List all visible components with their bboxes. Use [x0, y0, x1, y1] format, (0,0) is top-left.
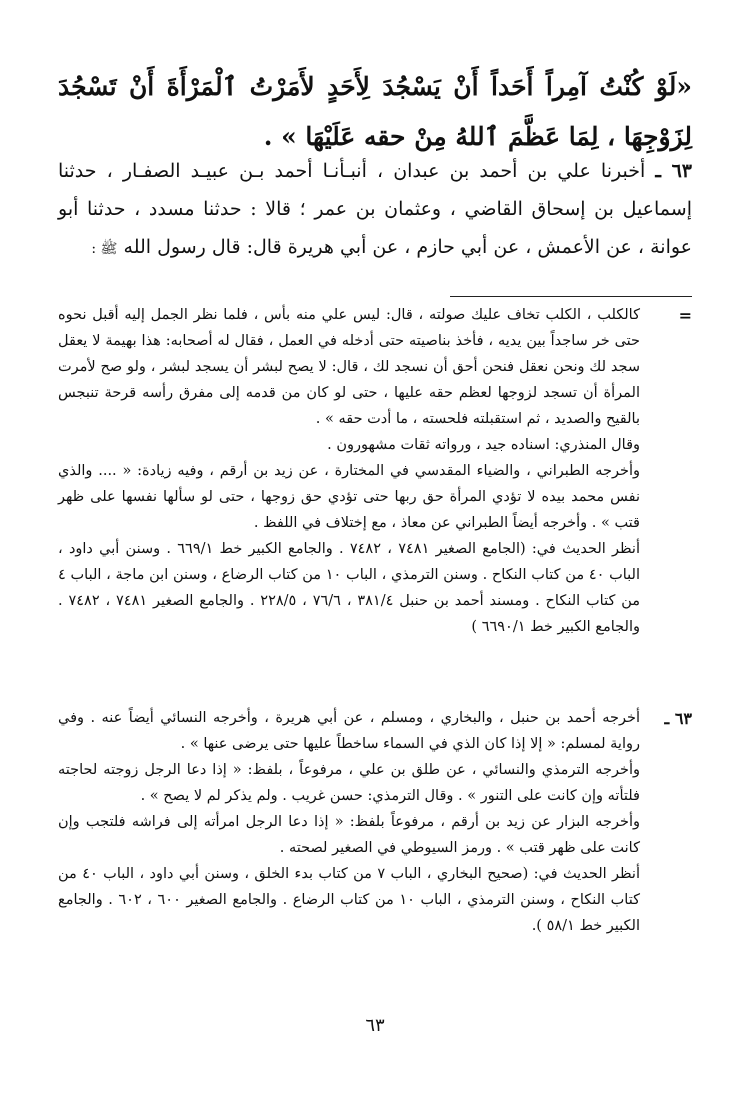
- salawat-glyph: ﷺ :: [91, 241, 118, 257]
- footnotes-continued: [58, 302, 640, 640]
- footnote-paragraph: وقال المنذري: اسناده جيد ، ورواته ثقات مشهورون .: [327, 437, 640, 453]
- footnote-paragraph: أنظر الحديث في: (صحيح البخاري ، الباب ٧ من كتاب بدء الخلق ، وسنن أبي داود ، الباب ٤٠ من كتاب النكاح ، وسنن الترمذي ، الباب ١٠ من كتاب الرضاع . والجامع الصغير ٦٠٠ ، ٦٠٢ . والجامع الكبير خط ٥٨/١ ).: [58, 866, 640, 934]
- footnote-paragraph: كالكلب ، الكلب تخاف عليك صولته ، قال: ليس علي منه بأس ، فلما نظر الجمل إليه أقبل نحوه حتى خر ساجداً بين يديه ، فأخذ بناصيته حتى أدخله في العمل ، فقال له أصحابه: هذا بهيمة لا يعقل سجد لك ونحن نعقل فنحن أحق أن نسجد لك ، قال: لا يصح لبشر أن يسجد لبشر ، ولو صح لأمرت المرأة أن تسجد لزوجها لعظم حقه عليها ، حتى لو كان من قدمه إلى مفرق رأسه قرحة تنبجس بالقيح والصديد ، ثم استقبلته فلحسته ، ما أدت حقه » .: [58, 307, 640, 427]
- continued-marker: =: [678, 306, 692, 325]
- footnote-paragraph: وأخرجه البزار عن زيد بن أرقم ، مرفوعاً بلفظ: « إذا دعا الرجل امرأته إلى فراشه فلتجب وإن كانت على ظهر قتب » . ورمز السيوطي في الصغير لصحته .: [58, 814, 640, 856]
- isnad-text: أخبرنا علي بن أحمد بن عبدان ، أنبـأنـا أحمد بـن عبيـد الصفـار ، حدثنا إسماعيل بن إسحاق القاضي ، وعثمان بن عمر ؛ قالا : حدثنا مسدد ، حدثنا أبو عوانة ، عن الأعمش ، عن أبي حازم ، عن أبي هريرة قال: قال رسول الله: [58, 160, 692, 258]
- hadith-number: ٦٣ ـ: [655, 160, 693, 182]
- footnotes-63: [58, 705, 640, 939]
- page-number: ٦٣: [365, 1015, 385, 1036]
- footnote-63-marker: ٦٣ ـ: [664, 709, 692, 728]
- hadith-text: «لَوْ كُنْتُ آمِراً أَحَداً أَنْ يَسْجُدَ لِأَحَدٍ لأَمَرْتُ ٱلْمَرْأَةَ أَنْ تَسْجُدَ لِزَوْجِهَا ، لِمَا عَظَّمَ ٱللهُ مِنْ حقه عَلَيْهَا » .: [58, 72, 692, 151]
- footnote-paragraph: وأخرجه الطبراني ، والضياء المقدسي في المختارة ، عن زيد بن أرقم ، وفيه زيادة: « .... والذي نفس محمد بيده لا تؤدي المرأة حق ربها حتى تؤدي حق زوجها ، حتى لو سألها نفسها على ظهر قتب » . وأخرجه أيضاً الطبراني عن معاذ ، مع إختلاف في اللفظ .: [58, 463, 640, 531]
- footnote-divider: [450, 296, 692, 297]
- footnote-paragraph: وأخرجه الترمذي والنسائي ، عن طلق بن علي ، مرفوعاً ، بلفظ: « إذا دعا الرجل زوجته لحاجته فلتأته وإن كانت على التنور » . وقال الترمذي: حسن غريب . ولم يذكر لم لا يصح » .: [58, 762, 640, 804]
- footnote-paragraph: أنظر الحديث في: (الجامع الصغير ٧٤٨١ ، ٧٤٨٢ . والجامع الكبير خط ٦٦٩/١ . وسنن أبي داود ، الباب ٤٠ من كتاب النكاح . وسنن الترمذي ، الباب ١٠ من كتاب الرضاع ، وسنن ابن ماجة ، الباب ٤ من كتاب النكاح . ومسند أحمد بن حنبل ٣٨١/٤ ، ٧٦/٦ ، ٢٢٨/٥ . والجامع الصغير ٧٤٨١ ، ٧٤٨٢ . والجامع الكبير خط ٦٦٩٠/١ ): [58, 541, 641, 635]
- main-paragraph: [58, 152, 692, 268]
- footnote-paragraph: أخرجه أحمد بن حنبل ، والبخاري ، ومسلم ، عن أبي هريرة ، وأخرجه النسائي أيضاً عنه . وفي رواية لمسلم: « إلا إذا كان الذي في السماء ساخطاً عليها حتى يرضى عنها » .: [58, 710, 640, 752]
